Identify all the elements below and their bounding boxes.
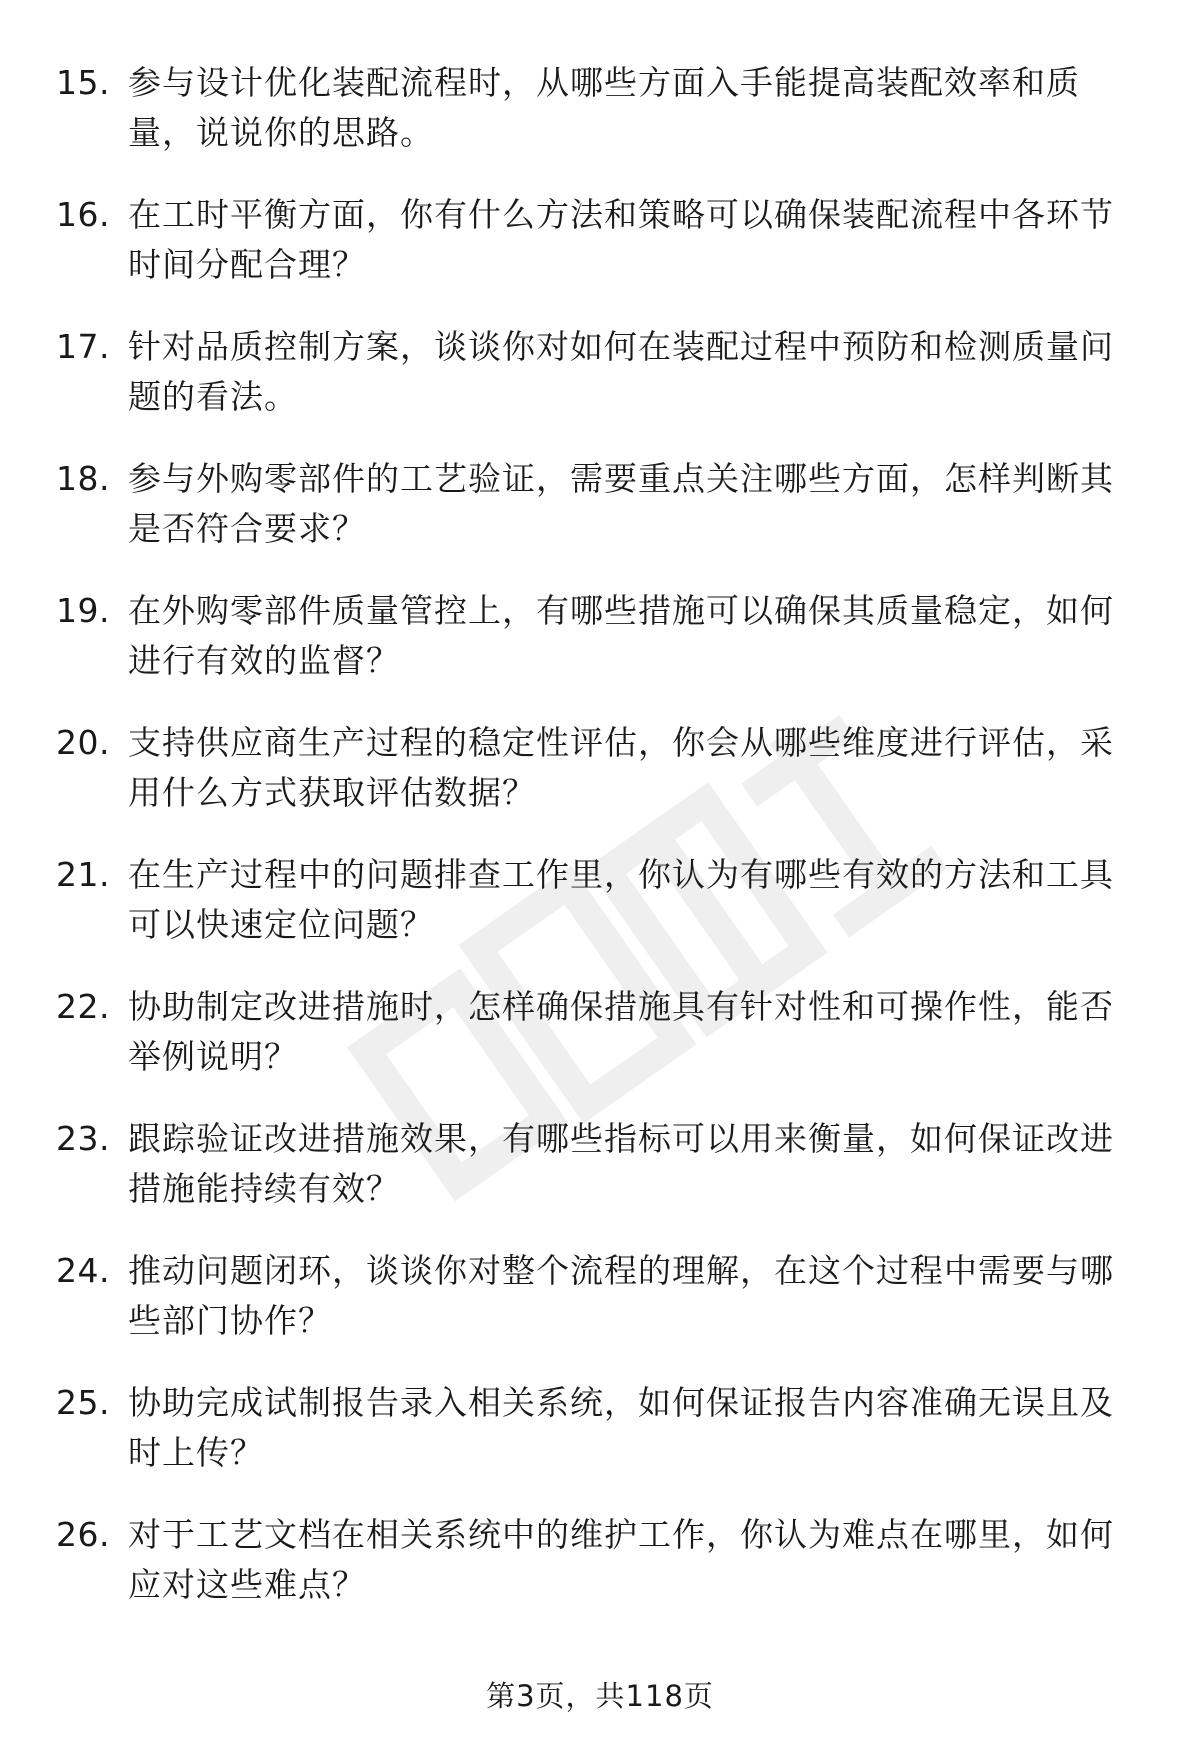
- question-text: 参与设计优化装配流程时，从哪些方面入手能提高装配效率和质量，说说你的思路。: [128, 63, 1080, 152]
- question-item: [56, 1114, 1146, 1246]
- question-item: [56, 718, 1146, 850]
- question-text: 在生产过程中的问题排查工作里，你认为有哪些有效的方法和工具可以快速定位问题？: [128, 855, 1114, 944]
- question-text: 在外购零部件质量管控上，有哪些措施可以确保其质量稳定，如何进行有效的监督？: [128, 591, 1114, 680]
- question-number: 18.: [56, 459, 110, 498]
- question-text: 协助制定改进措施时，怎样确保措施具有针对性和可操作性，能否举例说明？: [128, 987, 1114, 1076]
- question-item: [56, 586, 1146, 718]
- question-text: 在工时平衡方面，你有什么方法和策略可以确保装配流程中各环节时间分配合理？: [128, 195, 1114, 284]
- question-item: [56, 1246, 1146, 1378]
- question-number: 21.: [56, 855, 110, 894]
- question-text: 跟踪验证改进措施效果，有哪些指标可以用来衡量，如何保证改进措施能持续有效？: [128, 1119, 1114, 1208]
- question-item: [56, 58, 1146, 190]
- question-number: 22.: [56, 987, 110, 1026]
- question-number: 23.: [56, 1119, 110, 1158]
- page-footer: 第3页，共118页: [486, 1679, 714, 1713]
- question-text: 协助完成试制报告录入相关系统，如何保证报告内容准确无误且及时上传？: [128, 1383, 1114, 1472]
- question-number: 19.: [56, 591, 110, 630]
- question-number: 25.: [56, 1383, 110, 1422]
- question-number: 20.: [56, 723, 110, 762]
- question-list: [56, 58, 1146, 1642]
- question-text: 推动问题闭环，谈谈你对整个流程的理解，在这个过程中需要与哪些部门协作？: [128, 1251, 1114, 1340]
- question-item: [56, 1378, 1146, 1510]
- question-number: 26.: [56, 1515, 110, 1554]
- question-text: 支持供应商生产过程的稳定性评估，你会从哪些维度进行评估，采用什么方式获取评估数据？: [128, 723, 1114, 812]
- question-number: 17.: [56, 327, 110, 366]
- question-item: [56, 1510, 1146, 1642]
- question-item: [56, 982, 1146, 1114]
- question-text: 针对品质控制方案，谈谈你对如何在装配过程中预防和检测质量问题的看法。: [128, 327, 1114, 416]
- question-item: [56, 190, 1146, 322]
- question-text: 参与外购零部件的工艺验证，需要重点关注哪些方面，怎样判断其是否符合要求？: [128, 459, 1114, 548]
- question-number: 15.: [56, 63, 110, 102]
- question-item: [56, 454, 1146, 586]
- question-item: [56, 850, 1146, 982]
- question-item: [56, 322, 1146, 454]
- question-number: 16.: [56, 195, 110, 234]
- question-text: 对于工艺文档在相关系统中的维护工作，你认为难点在哪里，如何应对这些难点？: [128, 1515, 1114, 1604]
- question-number: 24.: [56, 1251, 110, 1290]
